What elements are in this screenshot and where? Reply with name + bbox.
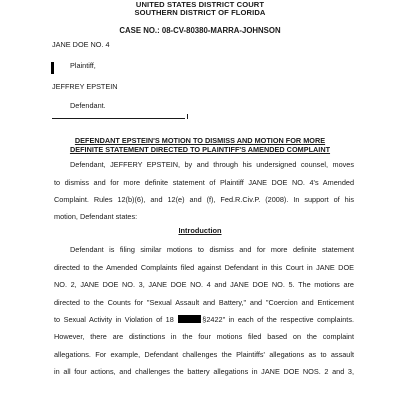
- court-name-line1: UNITED STATES DISTRICT COURT: [135, 0, 265, 9]
- section-heading: Introduction: [178, 226, 222, 235]
- redaction-box: [178, 315, 201, 323]
- section-line-4: directed to the Counts for "Sexual Assault and Battery," and "Coercion and Enticement: [54, 298, 354, 307]
- intro-line-3: Complaint. Rules 12(b)(6), and 12(e) and (f), Fed.R.Civ.P. (2008). In support of his: [54, 195, 354, 204]
- section-line-8: in all four actions, and challenges the battery allegations in JANE DOE NOS. 2 and 3,: [54, 367, 354, 376]
- caption-separator-line: [52, 118, 185, 119]
- section-line-5: [54, 315, 354, 325]
- motion-title-line2: DEFINITE STATEMENT DIRECTED TO PLAINTIFF'S AMENDED COMPLAINT: [69, 145, 331, 154]
- redaction-mark: [51, 62, 54, 74]
- redacted-line-after: §2422" in each of the respective complaints.: [202, 315, 354, 324]
- intro-line-4: motion, Defendant states:: [54, 212, 138, 221]
- motion-title-line1: DEFENDANT EPSTEIN'S MOTION TO DISMISS AND MOTION FOR MORE: [74, 136, 326, 145]
- section-line-3: NO. 2, JANE DOE NO. 3, JANE DOE NO. 4 and JANE DOE NO. 5. The motions are: [54, 280, 354, 289]
- section-line-6: However, there are distinctions in the four motions filed based on the complaint: [54, 332, 354, 341]
- section-line-2: directed to the Amended Complaints filed against Defendant in this Court in JANE DOE: [54, 263, 354, 272]
- intro-line-2: to dismiss and for more definite statement of Plaintiff JANE DOE NO. 4's Amended: [54, 178, 354, 187]
- plaintiff-role: Plaintiff,: [70, 61, 96, 70]
- defendant-role: Defendant.: [70, 101, 106, 110]
- redacted-line-before: to Sexual Activity in Violation of 18: [54, 315, 174, 324]
- intro-line-1: Defendant, JEFFERY EPSTEIN, by and through his undersigned counsel, moves: [70, 160, 354, 169]
- defendant-name: JEFFREY EPSTEIN: [52, 82, 118, 91]
- section-line-7: allegations. For example, Defendant challenges the Plaintiffs' allegations as to assault: [54, 350, 354, 359]
- plaintiff-name: JANE DOE NO. 4: [52, 40, 110, 49]
- section-line-1: Defendant is filing similar motions to dismiss and for more definite statement: [70, 245, 354, 254]
- case-number: CASE NO.: 08-CV-80380-MARRA-JOHNSON: [119, 26, 281, 35]
- caption-separator-tick: [184, 114, 188, 119]
- court-name-line2: SOUTHERN DISTRICT OF FLORIDA: [134, 8, 266, 17]
